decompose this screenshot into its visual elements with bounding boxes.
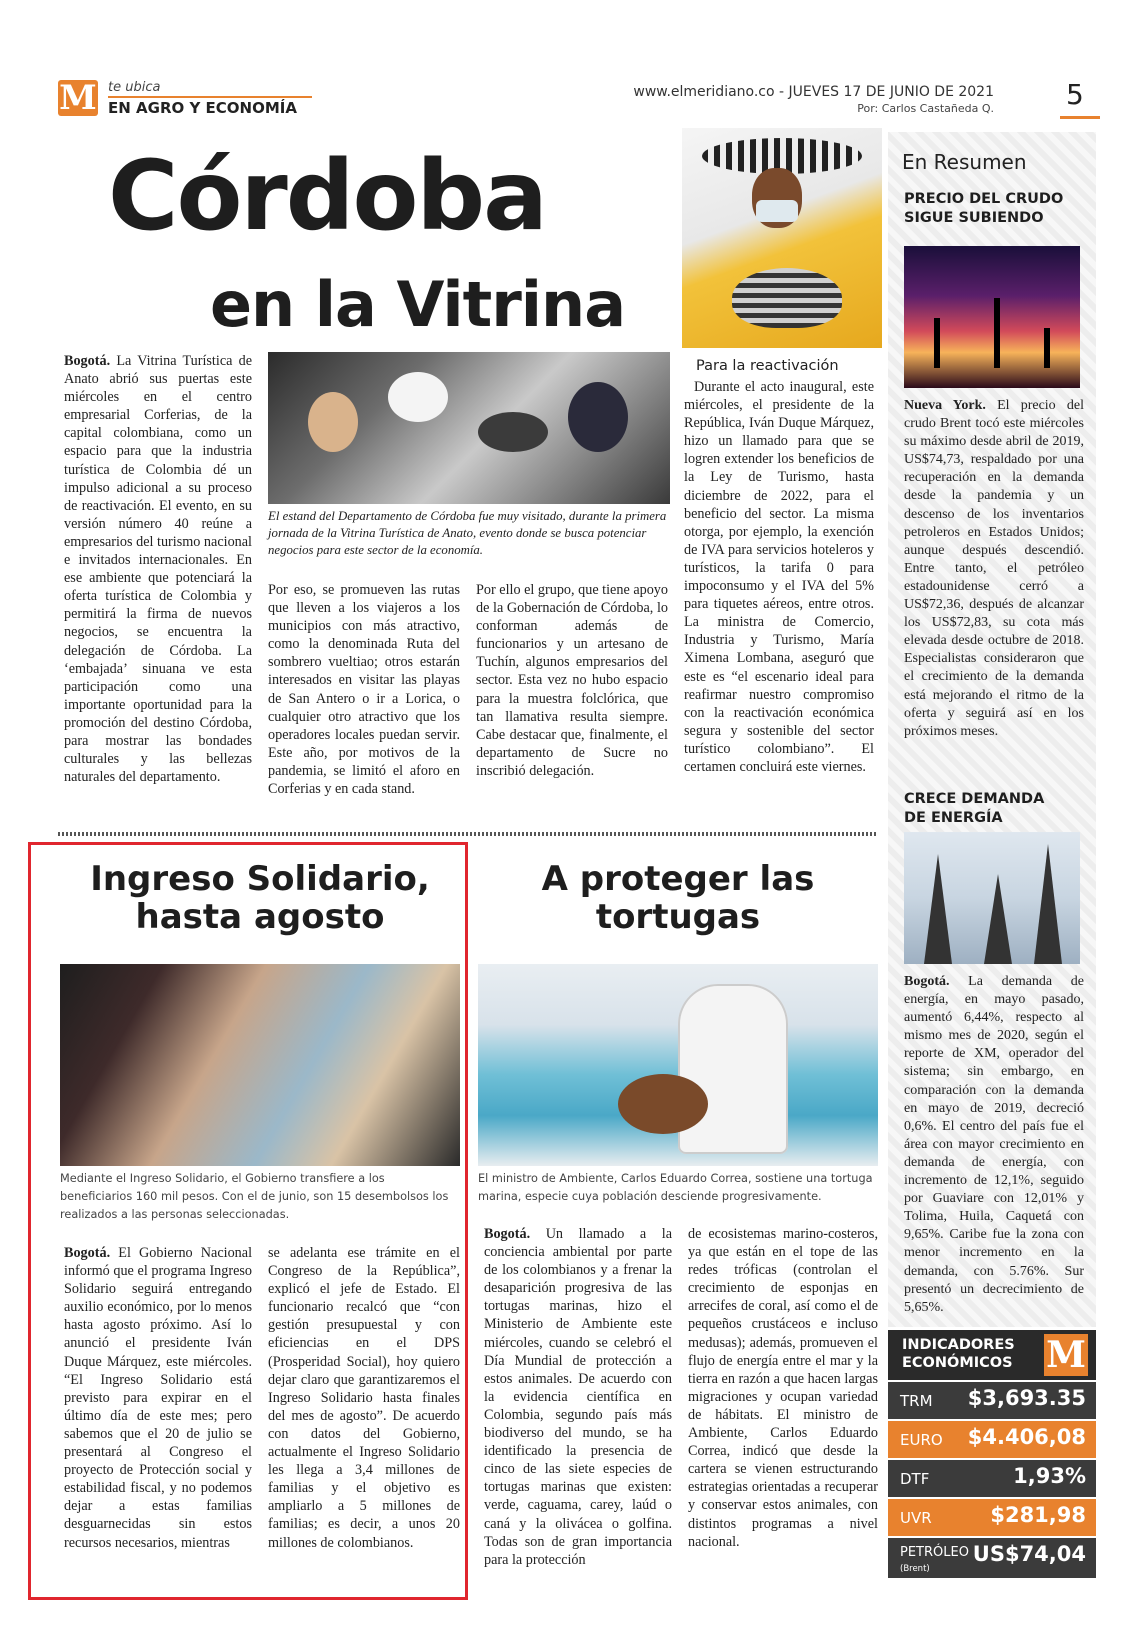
indicators-title: INDICADORES ECONÓMICOS [902,1337,1015,1371]
indicator-row-uvr [888,1499,1096,1536]
ingreso-col1-text: El Gobierno Nacional informó que el programa Ingreso Solidario seguirá entregando auxilio económico, por lo menos hasta agosto próximo. Así lo anunció el presidente Iván Duque Márquez, este miércoles. “El Ingreso Solidario está previsto para expirar en el último día de este mes; pero sabemos que el 20 de julio se presentará al Congreso el proyecto de Protección social y estabilidad fiscal, y no podemos dejar a estas familias desguarnecidas sin estos recursos necesarios, mientras [64,1245,253,1551]
indicator-name: DTF [900,1470,930,1488]
person-shape [388,372,448,422]
banknotes-photo [60,964,460,1166]
ingreso-col2: se adelanta ese trámite en el Congreso de la República”, explicó el jefe de Estado. El funcionario recalcó que “con gestión presupuestal y con eficiencias en el DPS (Prosperidad Social), hoy quiero dejar claro que garantizaremos el Ingreso Solidario hasta finales del mes de agosto”. De acuerdo con datos del Gobierno, actualmente el Ingreso Solidario les llega a 3,4 millones de familias y el objetivo es ampliarlo a 5 millones de familias; es decir, a unos 20 millones de colombianos. [268,1245,460,1551]
main-headline-line1: Córdoba [108,140,546,252]
sombrero-shape [478,412,548,452]
dateline: Bogotá. [64,1245,111,1261]
indicators-logo: M [1044,1334,1088,1376]
tortugas-caption: El ministro de Ambiente, Carlos Eduardo Correa, sostiene una tortuga marina, especie cuya población desciende progresivamente. [478,1172,873,1203]
ingreso-headline: Ingreso Solidario, hasta agosto [90,859,430,937]
dateline: Bogotá. [64,353,111,369]
tortugas-col2: de ecosistemas marino-costeros, ya que están en el tope de las redes tróficas (controlan el crecimiento de esponjas en arrecifes de coral, así como el de pequeños crustáceos e incluso medusas); además, promueven el flujo de energía entre el mar y la tierra en razón a que hacen largas migraciones y ocupan variedad de hábitats. El ministro de Ambiente, Carlos Eduardo Correa, indicó que desde la cartera se vienen estructurando estrategias orientadas a recuperar y conservar estos animales, con distintos programas a nivel nacional. [688,1226,878,1550]
section-underline [108,96,312,98]
indicator-value: $4.406,08 [967,1425,1086,1449]
dateline: Bogotá. [904,974,950,989]
tortugas-headline: A proteger las tortugas [541,859,815,937]
indicator-value: $3,693.35 [967,1386,1086,1410]
page-number: 5 [1066,78,1084,111]
sidebar-story2-text [904,973,1084,1317]
sidebar-story2-headline: CRECE DEMANDA DE ENERGÍA [904,791,1045,826]
main-col1-text: La Vitrina Turística de Anato abrió sus puertas este miércoles en el centro empresarial Corferias, de la capital colombiana, como un espacio para que la industria turística de Colombia dé un impulso adicional a su proceso de reactivación. El evento, en su versión número 40 reúne a empresarios del turismo nacional e invitados internacionales. En ese ambiente que potenciará la oferta turística de Colombia y permitirá la firma de nuevos negocios, se encuentra la delegación de Córdoba. La ‘embajada’ sinuana ve esta participación como una importante oportunidad para la promoción del destino Córdoba, para mostrar las bondades culturales y las bellezas naturales del departamento. [64,353,252,786]
dateline: Nueva York. [904,398,986,413]
tortugas-col1-text: Un llamado a la conciencia ambiental por parte de los colombianos y a frenar la desaparición progresiva de las tortugas marinas, hizo el Ministerio de Ambiente este miércoles, cuando se celebró el Día Mundial de protección a estos animales. De acuerdo con la evidencia científica en Colombia, segundo país más biodiverso del mundo, se ha identificado la presencia de cinco de las siete especies de tortugas marinas que existen: verde, caguama, carey, laúd o caná y la olivácea o golfina. Todas son de gran importancia para la protección [484,1226,672,1568]
tortugas-col1 [484,1225,672,1569]
sombrero-artisan-photo [682,128,882,348]
main-article-col1 [64,352,252,786]
dotted-divider [58,832,878,836]
pump-shape [1044,328,1050,368]
indicator-name: UVR [900,1509,932,1527]
main-article-col4: Durante el acto inaugural, este miércoles, el presidente de la República, Iván Duque Márquez, hizo un llamado para que se logren extender los beneficios de la Ley de Turismo, hasta diciembre de 2022, para el beneficio del sector. La misma otorga, por ejemplo, la exención de IVA para servicios hoteleros y turísticos, la tarifa 0 para impoconsumo y el IVA del 5% para tiquetes aéreos, entre otros. La ministra de Comercio, Industria y Turismo, María Ximena Lombana, aseguró que este es “el escenario ideal para reafirmar nuestro compromiso con la reactivación económica segura y sostenible del sector turístico colombiano”. El certamen concluirá este viernes. [684,379,874,775]
tower-shape [924,854,952,964]
indicator-row-euro [888,1421,1096,1458]
pump-shape [934,318,940,368]
section-tagline: te ubica [108,80,161,95]
indicator-name: TRM [900,1392,933,1410]
held-sombrero-shape [732,268,842,328]
sidebar-story1-body: El precio del crudo Brent tocó este miércoles su máximo desde abril de 2019, US$74,73, respaldado por una recuperación en la demanda desde la pandemia y un descenso de los inventarios petroleros en Estados Unidos; aunque después descendió. Entre tanto, el petróleo estadounidense cerró a US$72,36, después de alcanzar los US$72,83, su cota más elevada desde octubre de 2018. Especialistas consideraron que el crecimiento de la demanda está mejorando el ritmo de la oferta y seguirá así en los próximos meses. [904,398,1084,739]
minister-shape [678,984,788,1154]
main-article-col3: Por ello el grupo, que tiene apoyo de la Gobernación de Córdoba, lo conforman además de funcionarios y un artesano de Tuchín, algunos empresarios del sector. Esta vez no hubo espacio para la muestra folclórica, que tan llamativa resulta siempre. Cabe destacar que, finalmente, el departamento de Sucre no inscribió delegación. [476,582,668,779]
power-towers-photo [904,832,1080,964]
date-line: www.elmeridiano.co - JUEVES 17 DE JUNIO DE 2021 [633,84,994,100]
page-number-underline [1060,116,1100,119]
person-shape [308,392,358,452]
ingreso-caption: Mediante el Ingreso Solidario, el Gobierno transfiere a los beneficiarios 160 mil pesos. Con el de junio, son 15 desembolsos los realizados a las personas seleccionadas. [60,1172,449,1221]
main-article-col2: Por eso, se promueven las rutas que lleven a los viajeros a los municipios con más atractivo, como la denominada Ruta del sombrero vueltiao; otros estarán interesados en visitar las playas de San Antero o ir a Lorica, o cualquier otro atractivo que los operadores locales puedan servir. Este año, por motivos de la pandemia, se limitó el aforo en Corferias y en cada stand. [268,582,460,798]
indicator-value: US$74,04 [972,1542,1086,1566]
minister-turtle-photo [478,964,878,1166]
indicator-name: EURO [900,1431,943,1449]
face-mask-shape [756,200,798,222]
main-headline-line2: en la Vitrina [210,268,626,341]
indicator-value: 1,93% [1013,1464,1086,1488]
indicator-row-dtf [888,1460,1096,1497]
tower-shape [1034,844,1062,964]
ingreso-col1 [64,1244,252,1552]
pump-shape [994,298,1000,368]
byline: Por: Carlos Castañeda Q. [857,102,994,115]
turtle-shape [618,1074,708,1134]
tower-shape [984,874,1012,964]
indicator-row-petroleo [888,1538,1096,1578]
section-name: EN AGRO Y ECONOMÍA [108,99,297,117]
sidebar-story2-body: La demanda de energía, en mayo pasado, aumentó 6,44%, respecto al mismo mes de 2020, según el reporte de XM, operador del sistema; sin embargo, en comparación con la demanda en mayo de 2019, decreció 0,6%. El centro del país fue el área con mayor crecimiento en demanda de energía, con incremento de 12,1%, seguido por Guaviare con 12,01% y Tolima, Huila, Caquetá con 9,65%. Caribe fue la zona con menor incremento en la demanda, con 5.76%. Sur presentó un decrecimiento de 5,65%. [904,974,1085,1315]
indicator-name: PETRÓLEO [900,1545,969,1560]
subheading: Para la reactivación [696,358,839,374]
indicator-value: $281,98 [990,1503,1086,1527]
sidebar-story1-headline: PRECIO DEL CRUDO SIGUE SUBIENDO [904,191,1064,226]
oil-pump-photo [904,246,1080,388]
indicator-subname: (Brent) [900,1564,930,1574]
photo-caption: El estand del Departamento de Córdoba fue muy visitado, durante la primera jornada de la Vitrina Turística de Anato, evento donde se busca potenciar negocios para este sector de la economía. [268,509,667,557]
sidebar-story1-text [904,397,1084,741]
newspaper-logo: M [59,78,97,118]
indicator-row-trm [888,1382,1096,1419]
person-shape [568,382,628,452]
dateline: Bogotá. [484,1226,531,1242]
anato-stand-photo [268,352,670,504]
sidebar-title: En Resumen [902,150,1027,174]
